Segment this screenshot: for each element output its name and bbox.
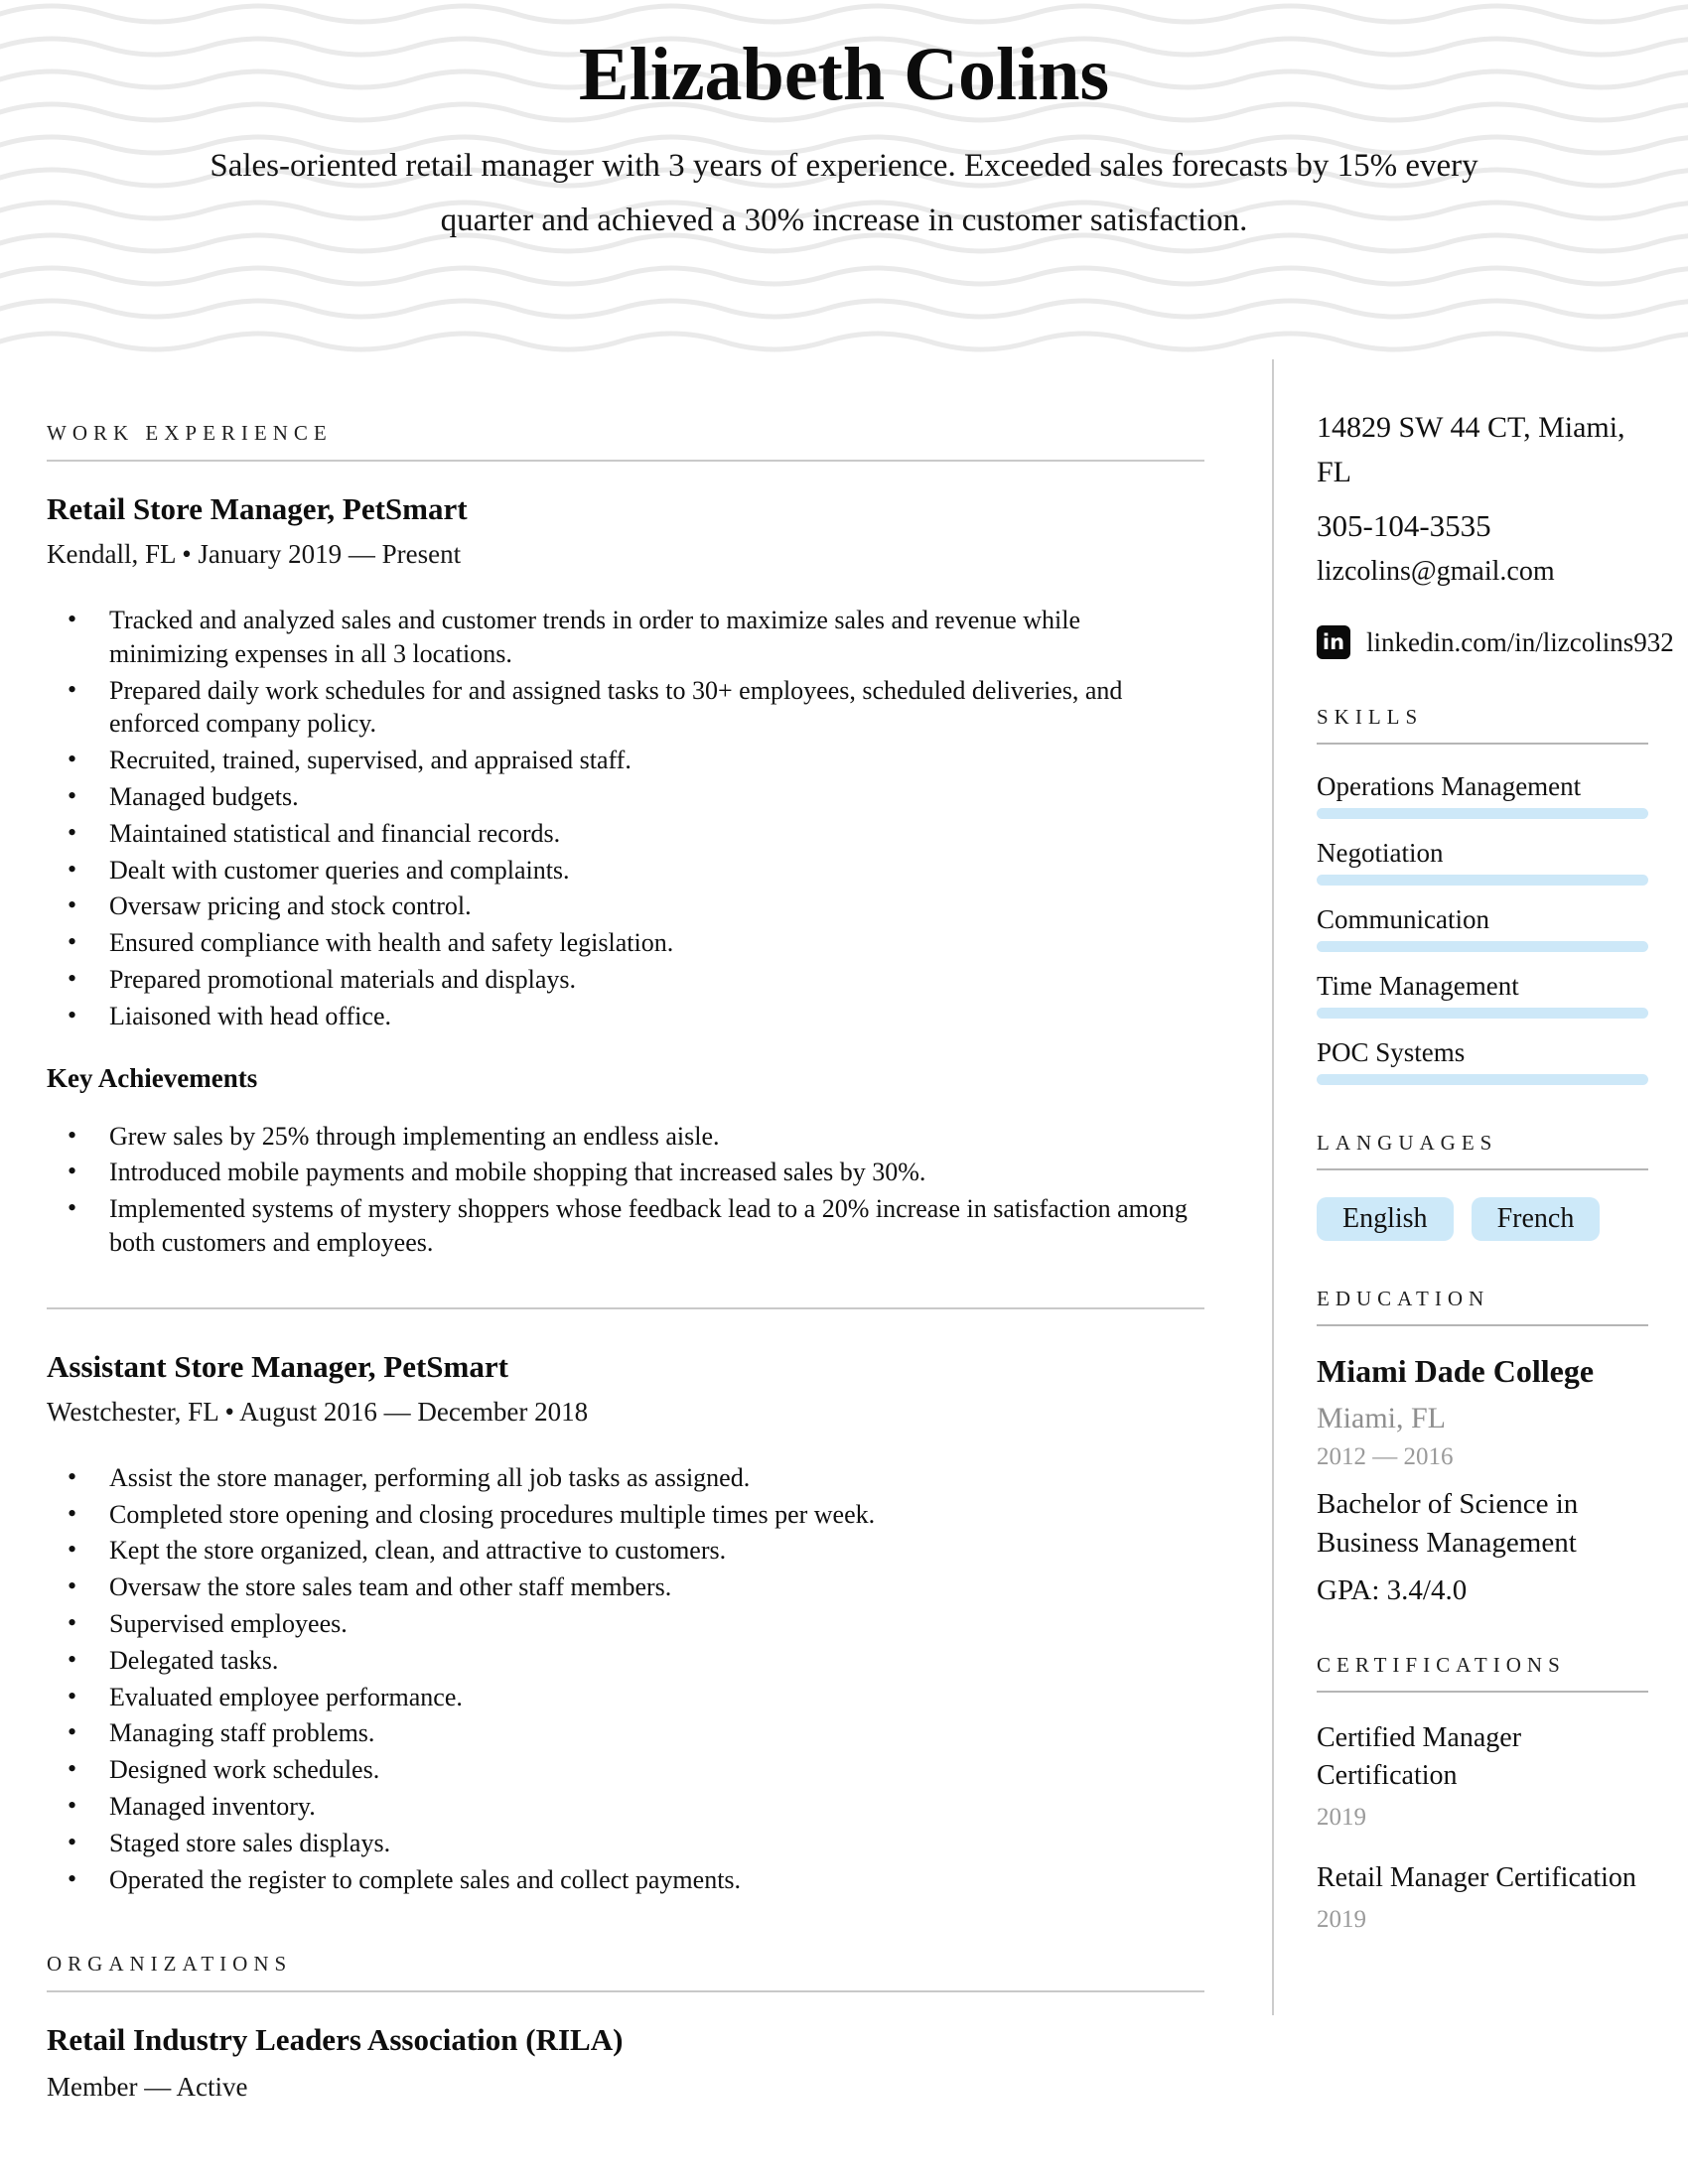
skill-level-bar: [1317, 1008, 1648, 1019]
education-section: [1317, 1287, 1648, 1607]
bullet-item: • Kept the store organized, clean, and attractive to customers.: [109, 1534, 1204, 1568]
section-rule: [1317, 1691, 1648, 1693]
education-dates: 2012 — 2016: [1317, 1443, 1454, 1470]
certifications-section: [1317, 1653, 1648, 1933]
job-meta: Westchester, FL • August 2016 — December 2018: [47, 1396, 589, 1427]
bullet-item: • Assist the store manager, performing all job tasks as assigned.: [109, 1461, 1204, 1495]
language-pill: English: [1317, 1197, 1454, 1241]
skills-list: [1317, 771, 1648, 1085]
skill-level-bar: [1317, 808, 1648, 819]
work-experience-heading: WORK EXPERIENCE: [47, 421, 333, 445]
achievement-bullet-list: [47, 1120, 1204, 1260]
skill-label: Time Management: [1317, 971, 1519, 1001]
job-entry-2: [47, 1349, 1204, 1897]
resume-header: [0, 0, 1688, 359]
organizations-heading: ORGANIZATIONS: [47, 1952, 293, 1977]
contact-address: 14829 SW 44 CT, Miami, FL: [1317, 411, 1625, 488]
certifications-heading: CERTIFICATIONS: [1317, 1653, 1566, 1678]
language-pill: French: [1472, 1197, 1601, 1241]
certification-item: [1317, 1719, 1648, 1832]
language-pill-list: [1317, 1197, 1648, 1241]
organization-name: Retail Industry Leaders Association (RILA): [47, 2022, 624, 2058]
languages-heading: LANGUAGES: [1317, 1131, 1498, 1155]
education-heading: EDUCATION: [1317, 1287, 1490, 1310]
skill-level-bar: [1317, 1074, 1648, 1085]
bullet-item: • Introduced mobile payments and mobile shopping that increased sales by 30%.: [109, 1156, 1204, 1189]
job-divider-rule: [47, 1307, 1204, 1309]
linkedin-row[interactable]: [1317, 625, 1674, 659]
bullet-item: • Tracked and analyzed sales and customer trends in order to maximize sales and revenue while minimizing expenses in all 3 locations.: [109, 604, 1204, 671]
section-rule: [1317, 1324, 1648, 1326]
bullet-item: • Completed store opening and closing procedures multiple times per week.: [109, 1498, 1204, 1532]
bullet-item: • Maintained statistical and financial records.: [109, 817, 1204, 851]
bullet-item: • Prepared promotional materials and displays.: [109, 963, 1204, 997]
languages-section: [1317, 1131, 1648, 1241]
contact-section: [1317, 405, 1674, 659]
candidate-name: Elizabeth Colins: [578, 33, 1110, 116]
certification-item: [1317, 1859, 1648, 1934]
bullet-item: • Operated the register to complete sales and collect payments.: [109, 1863, 1204, 1897]
bullet-item: • Supervised employees.: [109, 1607, 1204, 1641]
education-gpa: GPA: 3.4/4.0: [1317, 1574, 1468, 1607]
certification-year: 2019: [1317, 1905, 1366, 1933]
work-experience-section: [47, 421, 1204, 1896]
linkedin-icon: in: [1317, 625, 1350, 659]
resume-columns: [0, 359, 1688, 2103]
skill-label: Communication: [1317, 904, 1489, 934]
skill-item: [1317, 771, 1648, 819]
job-title: Assistant Store Manager, PetSmart: [47, 1348, 508, 1384]
candidate-summary: Sales-oriented retail manager with 3 years of experience. Exceeded sales forecasts by 15% every quarter and achieved a 30% increase in customer satisfaction.: [210, 147, 1478, 239]
skill-label: Operations Management: [1317, 771, 1582, 801]
skills-heading: SKILLS: [1317, 705, 1424, 729]
job-meta: Kendall, FL • January 2019 — Present: [47, 539, 462, 569]
organizations-section: [47, 1952, 1204, 2103]
main-column: [47, 359, 1204, 2103]
certification-name: Retail Manager Certification: [1317, 1861, 1636, 1893]
skills-section: [1317, 705, 1648, 1085]
job-entry-1: [47, 491, 1204, 1260]
bullet-item: • Designed work schedules.: [109, 1753, 1204, 1787]
organization-item: [47, 2022, 1204, 2103]
bullet-item: • Managed budgets.: [109, 780, 1204, 814]
bullet-item: • Implemented systems of mystery shoppers whose feedback lead to a 20% increase in satisfaction among both customers and employees.: [109, 1192, 1204, 1260]
contact-phone: 305-104-3535: [1317, 508, 1491, 543]
bullet-item: • Managed inventory.: [109, 1790, 1204, 1824]
skill-item: [1317, 904, 1648, 952]
certification-year: 2019: [1317, 1803, 1366, 1831]
job-bullet-list: [47, 604, 1204, 1033]
column-divider: [1272, 359, 1274, 2015]
education-degree: Bachelor of Science in Business Management: [1317, 1488, 1579, 1560]
bullet-item: • Oversaw pricing and stock control.: [109, 889, 1204, 923]
skill-label: POC Systems: [1317, 1037, 1466, 1067]
skill-item: [1317, 1037, 1648, 1085]
bullet-item: • Managing staff problems.: [109, 1716, 1204, 1750]
bullet-item: • Oversaw the store sales team and other staff members.: [109, 1570, 1204, 1604]
bullet-item: • Prepared daily work schedules for and assigned tasks to 30+ employees, scheduled deliveries, and enforced company policy.: [109, 674, 1204, 742]
header-content: [0, 0, 1688, 248]
key-achievements-heading: Key Achievements: [47, 1062, 258, 1093]
job-title: Retail Store Manager, PetSmart: [47, 491, 468, 526]
job-bullet-list: [47, 1461, 1204, 1897]
skill-item: [1317, 838, 1648, 886]
skill-level-bar: [1317, 875, 1648, 886]
skill-item: [1317, 971, 1648, 1019]
education-school: Miami Dade College: [1317, 1353, 1595, 1389]
education-location: Miami, FL: [1317, 1402, 1447, 1434]
organization-detail: Member — Active: [47, 2072, 248, 2103]
bullet-item: • Staged store sales displays.: [109, 1827, 1204, 1860]
bullet-item: • Grew sales by 25% through implementing an endless aisle.: [109, 1120, 1204, 1154]
bullet-item: • Dealt with customer queries and complaints.: [109, 854, 1204, 887]
section-rule: [1317, 743, 1648, 745]
certification-name: Certified Manager Certification: [1317, 1722, 1522, 1792]
certification-list: [1317, 1719, 1648, 1933]
bullet-item: • Recruited, trained, supervised, and appraised staff.: [109, 744, 1204, 777]
bullet-item: • Ensured compliance with health and safety legislation.: [109, 926, 1204, 960]
linkedin-url[interactable]: linkedin.com/in/lizcolins932: [1366, 626, 1674, 657]
contact-email: lizcolins@gmail.com: [1317, 556, 1555, 587]
sidebar-column: [1317, 359, 1674, 1962]
section-rule: [1317, 1168, 1648, 1170]
organization-list: [47, 2022, 1204, 2103]
bullet-item: • Liaisoned with head office.: [109, 1000, 1204, 1033]
section-rule: [47, 460, 1204, 462]
skill-label: Negotiation: [1317, 838, 1444, 868]
skill-level-bar: [1317, 941, 1648, 952]
section-rule: [47, 1990, 1204, 1992]
bullet-item: • Delegated tasks.: [109, 1644, 1204, 1678]
bullet-item: • Evaluated employee performance.: [109, 1681, 1204, 1714]
